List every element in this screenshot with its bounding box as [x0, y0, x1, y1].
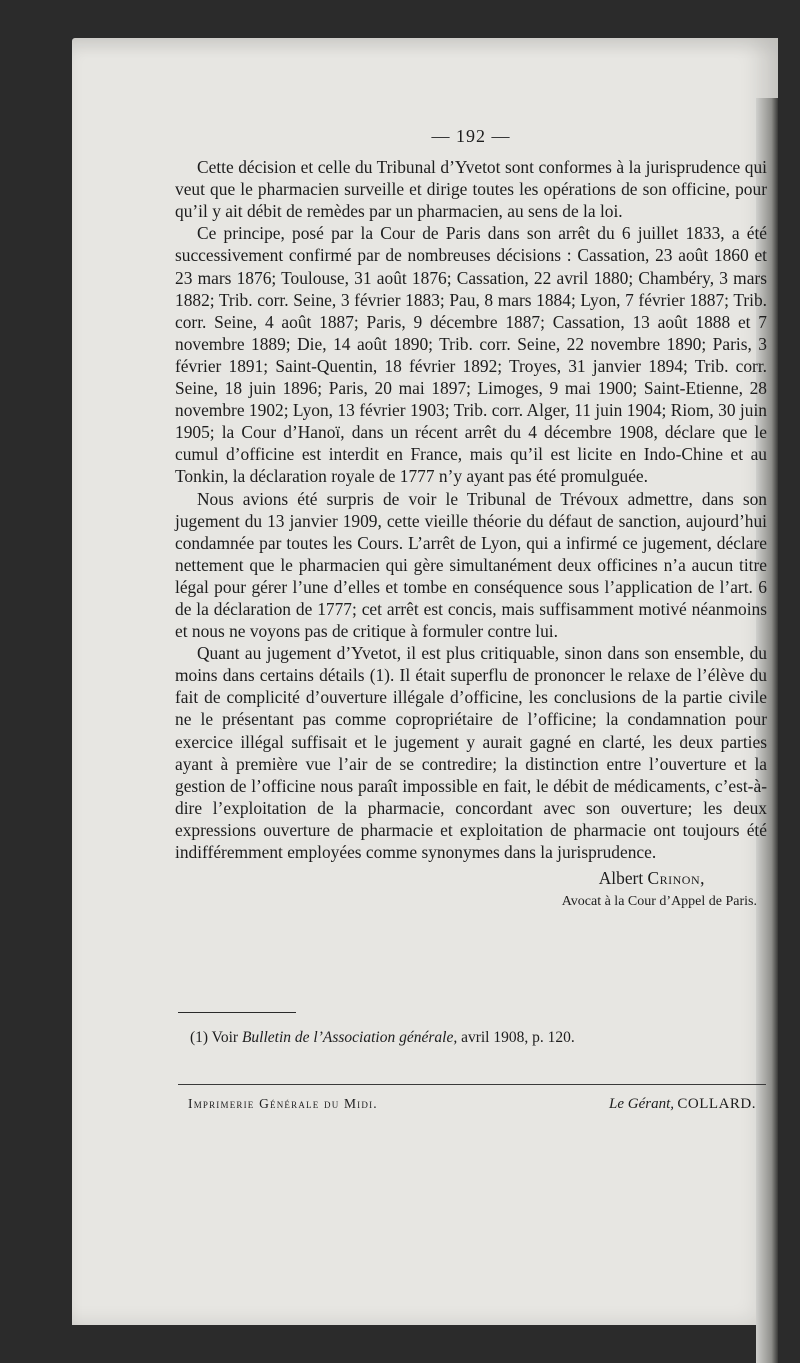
gerant-name: COLLARD.	[677, 1096, 756, 1112]
footnote-divider	[178, 1012, 296, 1013]
paragraph-2: Ce principe, posé par la Cour de Paris dans son arrêt du 6 juillet 1833, a été successivement confirmé par de nombreuses décisions : Cassation, 23 août 1860 et 23 mars 1876; Toulouse, 31 août 1876; Cassation, 22 avril 1880; Chambéry, 3 mars 1882; Trib. corr. Seine, 3 février 1883; Pau, 8 mars 1884; Lyon, 7 février 1887; Trib. corr. Seine, 4 août 1887; Paris, 9 décembre 1887; Cassation, 13 août 1888 et 7 novembre 1889; Die, 14 août 1890; Trib. corr. Seine, 22 novembre 1890; Paris, 3 février 1891; Saint-Quentin, 18 février 1892; Troyes, 31 janvier 1894; Trib. corr. Seine, 18 juin 1896; Paris, 20 mai 1897; Limoges, 9 mai 1900; Saint-Etienne, 28 novembre 1902; Lyon, 13 février 1903; Trib. corr. Alger, 11 juin 1904; Riom, 30 juin 1905; la Cour d’Hanoï, dans un récent arrêt du 4 décembre 1908, déclare que le cumul d’officine est interdit en France, mais qu’il est licite en Indo-Chine et au Tonkin, la déclaration royale de 1777 n’y ayant pas été promulguée.	[175, 223, 767, 487]
imprint-divider	[178, 1084, 766, 1085]
signature-title: Avocat à la Cour d’Appel de Paris.	[561, 894, 757, 910]
footnote-title: Bulletin de l’Association générale,	[241, 1029, 458, 1046]
gerant	[609, 1096, 756, 1113]
signature-first-name: Albert	[598, 868, 644, 889]
footnote-marker: (1) Voir	[190, 1029, 239, 1046]
paragraph-3: Nous avions été surpris de voir le Tribunal de Trévoux admettre, dans son jugement du 13 janvier 1909, cette vieille théorie du défaut de sanction, aujourd’hui condamnée par toutes les Cours. L’arrêt de Lyon, qui a infirmé ce jugement, déclare nettement que le pharmacien qui gère simultanément deux officines n’a aucun titre légal pour gérer l’une d’elles et tombe en conséquence sous l’application de l’art. 6 de la déclaration de 1777; cet arrêt est concis, mais suffisamment motivé néanmoins et nous ne voyons pas de critique à formuler contre lui.	[175, 488, 767, 642]
signature-last-name: Crinon,	[647, 868, 705, 889]
paragraph-1: Cette décision et celle du Tribunal d’Yvetot sont conformes à la jurisprudence qui veut que le pharmacien surveille et dirige toutes les opérations de son officine, pour qu’il y ait débit de remèdes par un pharmacien, au sens de la loi.	[175, 157, 767, 222]
paragraph-4: Quant au jugement d’Yvetot, il est plus critiquable, sinon dans son ensemble, du moins dans certains détails (1). Il était superflu de prononcer le relaxe de l’élève du fait de complicité d’ouverture illégale d’officine, les conclusions de la partie civile ne le présentant pas comme copropriétaire de l’officine; la condamnation pour exercice illégal suffisait et le jugement y aurait gagné en clarté, les deux parties ayant à première vue l’air de se contredire; la distinction entre l’ouverture et la gestion de l’officine nous paraît impossible en fait, le débit de médicaments, c’est-à-dire l’exploitation de la pharmacie, concordant avec son ouverture; les deux expressions ouverture de pharmacie et exploitation de pharmacie ont toujours été indifféremment employées comme synonymes dans la jurisprudence.	[175, 643, 767, 862]
gerant-label: Le Gérant,	[609, 1096, 675, 1112]
imprint-line	[188, 1096, 756, 1113]
footnote-rest: avril 1908, p. 120.	[461, 1029, 575, 1046]
printer-name: Imprimerie Générale du Midi.	[188, 1096, 378, 1111]
signature-name	[175, 867, 767, 889]
page-number: — 192 —	[431, 126, 511, 146]
footnote	[190, 1029, 575, 1047]
page-body	[175, 125, 767, 913]
